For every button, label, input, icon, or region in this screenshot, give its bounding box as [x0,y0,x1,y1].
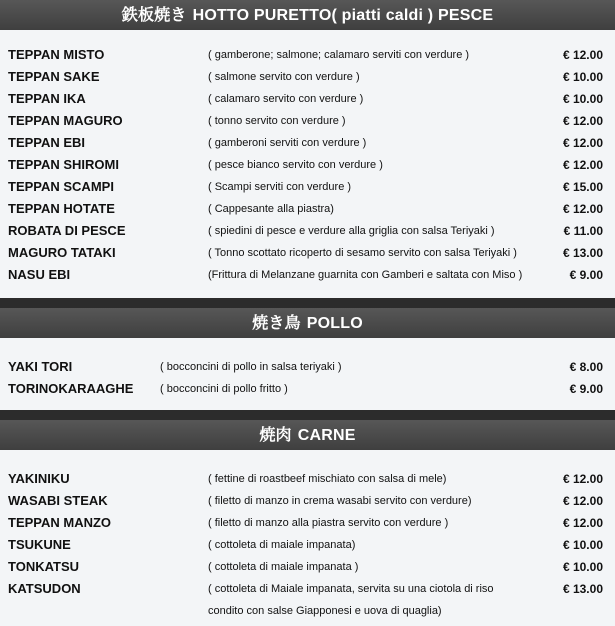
menu-item [0,110,615,132]
menu-item [0,534,615,556]
item-name: WASABI STEAK [8,493,108,508]
item-price: € 13.00 [562,582,603,596]
section-title: POLLO [306,315,363,332]
menu-item [0,378,615,400]
menu-item [0,132,615,154]
item-description: ( spiedini di pesce e verdure alla griglia con salsa Teriyaki ) [208,225,495,237]
item-price: € 10.00 [562,92,603,106]
menu-item [0,66,615,88]
item-name: TORINOKARAAGHE [8,381,134,396]
section-jp-title: 焼き鳥 [252,313,301,332]
menu-item-continuation [0,600,615,622]
item-name: ROBATA DI PESCE [8,223,126,238]
item-description: ( Cappesante alla piastra) [208,203,334,215]
item-name: YAKI TORI [8,359,73,374]
item-price: € 12.00 [562,114,603,128]
menu-item [0,44,615,66]
item-price: € 8.00 [569,360,603,374]
menu-item [0,490,615,512]
menu-item [0,512,615,534]
item-price: € 10.00 [562,538,603,552]
menu-item [0,264,615,286]
item-name: TONKATSU [8,559,80,574]
section-title: HOTTO PURETTO( piatti caldi ) PESCE [192,7,494,24]
item-name: YAKINIKU [8,471,70,486]
item-description: ( filetto di manzo in crema wasabi servito con verdure) [208,495,472,507]
item-price: € 13.00 [562,246,603,260]
item-name: MAGURO TATAKI [8,245,116,260]
item-price: € 12.00 [562,158,603,172]
item-price: € 12.00 [562,472,603,486]
menu-item [0,468,615,490]
menu-item [0,578,615,600]
menu-item [0,88,615,110]
menu-item [0,356,615,378]
section-body-pollo [0,338,615,410]
item-price: € 12.00 [562,136,603,150]
section-jp-title: 鉄板焼き [121,5,187,24]
item-price: € 12.00 [562,494,603,508]
section-header-pollo [0,308,615,338]
menu-item [0,242,615,264]
section-body-pesce [0,30,615,298]
item-description: ( Scampi serviti con verdure ) [208,181,352,193]
item-description-continuation: condito con salse Giapponesi e uova di quaglia) [208,605,442,617]
item-description: ( Tonno scottato ricoperto di sesamo servito con salsa Teriyaki ) [208,247,517,259]
item-description: ( pesce bianco servito con verdure ) [208,159,383,171]
item-description: (Frittura di Melanzane guarnita con Gamberi e saltata con Miso ) [208,269,523,281]
section-divider [0,298,615,308]
item-price: € 11.00 [563,224,603,238]
item-description: ( cottoleta di maiale impanata) [208,539,356,551]
item-price: € 15.00 [562,180,603,194]
item-description: ( gamberone; salmone; calamaro serviti con verdure ) [208,49,470,61]
item-name: TEPPAN EBI [8,135,86,150]
item-name: TEPPAN IKA [8,91,86,106]
item-name: TEPPAN HOTATE [8,201,115,216]
section-title: CARNE [297,427,356,444]
item-name: TEPPAN MANZO [8,515,112,530]
item-name: TEPPAN SCAMPI [8,179,114,194]
item-name: TEPPAN SHIROMI [8,157,119,172]
menu-item [0,556,615,578]
item-name: TEPPAN MISTO [8,47,105,62]
item-name: KATSUDON [8,581,81,596]
menu-item [0,220,615,242]
item-description: ( tonno servito con verdure ) [208,115,346,127]
menu-item [0,154,615,176]
item-description: ( cottoleta di Maiale impanata, servita su una ciotola di riso [208,583,494,595]
item-name: TEPPAN MAGURO [8,113,123,128]
item-description: ( fettine di roastbeef mischiato con salsa di mele) [208,473,447,485]
section-divider [0,410,615,420]
section-body-carne [0,450,615,626]
section-header-pesce [0,0,615,30]
item-price: € 9.00 [569,382,603,396]
section-jp-title: 焼肉 [259,425,292,444]
item-name: NASU EBI [8,267,71,282]
item-description: ( bocconcini di pollo fritto ) [160,383,288,395]
item-description: ( filetto di manzo alla piastra servito con verdure ) [208,517,449,529]
item-description: ( calamaro servito con verdure ) [208,93,364,105]
item-name: TEPPAN SAKE [8,69,100,84]
item-description: ( cottoleta di maiale impanata ) [208,561,359,573]
item-price: € 12.00 [562,48,603,62]
item-name: TSUKUNE [8,537,71,552]
item-description: ( salmone servito con verdure ) [208,71,360,83]
menu-item [0,198,615,220]
item-price: € 10.00 [562,560,603,574]
item-price: € 10.00 [562,70,603,84]
section-header-carne [0,420,615,450]
item-price: € 12.00 [562,202,603,216]
item-description: ( bocconcini di pollo in salsa teriyaki ) [160,361,342,373]
item-price: € 9.00 [569,268,603,282]
menu-item [0,176,615,198]
item-price: € 12.00 [562,516,603,530]
item-description: ( gamberoni serviti con verdure ) [208,137,367,149]
